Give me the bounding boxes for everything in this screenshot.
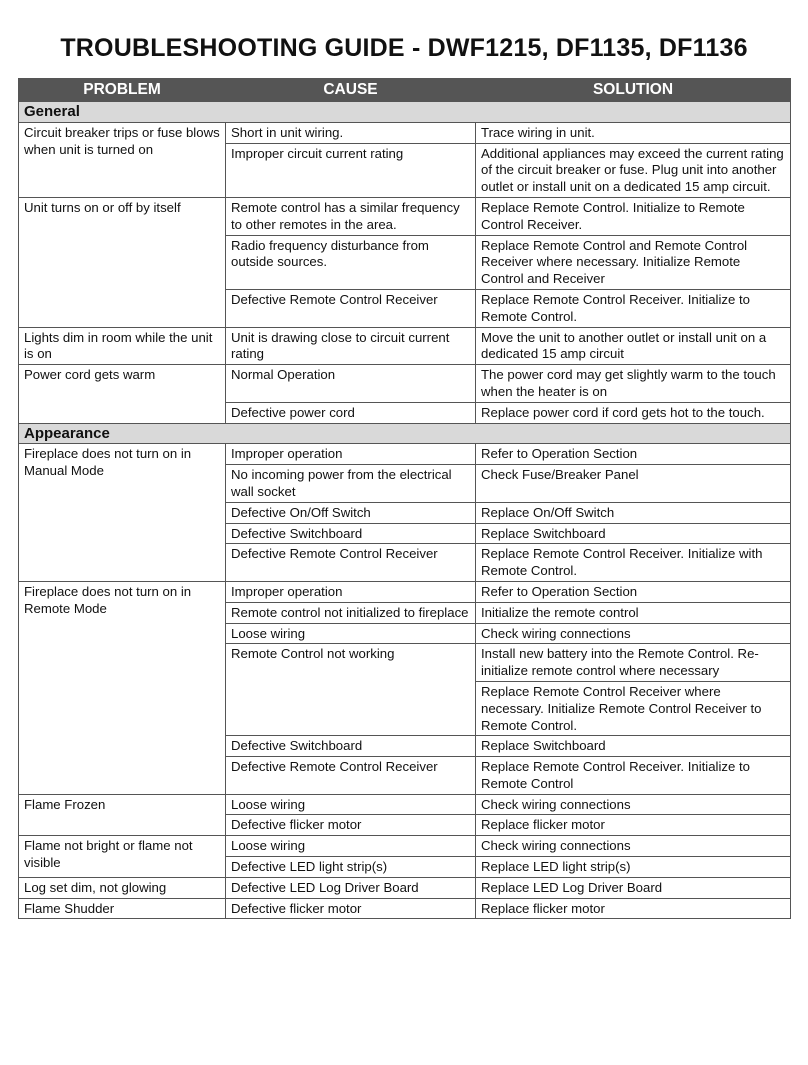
cause-cell: Defective LED light strip(s)	[226, 857, 476, 878]
problem-cell: Log set dim, not glowing	[19, 877, 226, 898]
cause-cell: Defective Switchboard	[226, 523, 476, 544]
cause-cell: Defective flicker motor	[226, 815, 476, 836]
cause-cell: Improper operation	[226, 581, 476, 602]
solution-cell: Move the unit to another outlet or install unit on a dedicated 15 amp circuit	[476, 327, 791, 365]
cause-cell: Defective Switchboard	[226, 736, 476, 757]
problem-cell: Flame Frozen	[19, 794, 226, 836]
table-row	[19, 122, 791, 143]
cause-cell: Short in unit wiring.	[226, 122, 476, 143]
solution-cell: Check wiring connections	[476, 794, 791, 815]
cause-cell: Loose wiring	[226, 623, 476, 644]
table-row	[19, 197, 791, 235]
cause-cell: Defective LED Log Driver Board	[226, 877, 476, 898]
cause-cell: Normal Operation	[226, 365, 476, 403]
problem-cell: Fireplace does not turn on in Remote Mode	[19, 581, 226, 794]
solution-cell: Refer to Operation Section	[476, 581, 791, 602]
problem-cell: Circuit breaker trips or fuse blows when unit is turned on	[19, 122, 226, 197]
solution-cell: Replace Remote Control Receiver. Initialize to Remote Control	[476, 757, 791, 795]
cause-cell: Remote control not initialized to fireplace	[226, 602, 476, 623]
cause-cell: Defective power cord	[226, 402, 476, 423]
solution-cell: Replace flicker motor	[476, 815, 791, 836]
cause-cell: Loose wiring	[226, 836, 476, 857]
problem-cell: Lights dim in room while the unit is on	[19, 327, 226, 365]
cause-cell: Unit is drawing close to circuit current rating	[226, 327, 476, 365]
header-problem: PROBLEM	[19, 79, 226, 102]
solution-cell: Replace Switchboard	[476, 736, 791, 757]
cause-cell: Defective Remote Control Receiver	[226, 544, 476, 582]
cause-cell: Remote control has a similar frequency to other remotes in the area.	[226, 197, 476, 235]
solution-cell: Check wiring connections	[476, 836, 791, 857]
solution-cell: Replace Remote Control and Remote Control Receiver where necessary. Initialize Remote Control and Receiver	[476, 235, 791, 289]
solution-cell: Initialize the remote control	[476, 602, 791, 623]
cause-cell: Remote Control not working	[226, 644, 476, 736]
solution-cell: Replace Remote Control. Initialize to Remote Control Receiver.	[476, 197, 791, 235]
cause-cell: Defective Remote Control Receiver	[226, 289, 476, 327]
troubleshooting-table	[18, 78, 791, 919]
solution-cell: Check Fuse/Breaker Panel	[476, 465, 791, 503]
solution-cell: Replace Switchboard	[476, 523, 791, 544]
table-row	[19, 581, 791, 602]
cause-cell: Defective flicker motor	[226, 898, 476, 919]
table-row	[19, 365, 791, 403]
header-solution: SOLUTION	[476, 79, 791, 102]
solution-cell: Replace power cord if cord gets hot to the touch.	[476, 402, 791, 423]
cause-cell: Improper operation	[226, 444, 476, 465]
cause-cell: Defective Remote Control Receiver	[226, 757, 476, 795]
section-general-label: General	[19, 102, 791, 123]
table-row	[19, 877, 791, 898]
section-appearance-label: Appearance	[19, 423, 791, 444]
solution-cell: Replace Remote Control Receiver. Initialize with Remote Control.	[476, 544, 791, 582]
table-row	[19, 836, 791, 857]
solution-cell: The power cord may get slightly warm to the touch when the heater is on	[476, 365, 791, 403]
header-row	[19, 79, 791, 102]
solution-cell: Additional appliances may exceed the current rating of the circuit breaker or fuse. Plug unit into another outlet or install unit on a dedicated 15 amp circuit.	[476, 143, 791, 197]
solution-cell: Install new battery into the Remote Control. Re-initialize remote control where necessary	[476, 644, 791, 682]
cause-cell: Improper circuit current rating	[226, 143, 476, 197]
solution-cell: Refer to Operation Section	[476, 444, 791, 465]
problem-cell: Flame not bright or flame not visible	[19, 836, 226, 878]
section-general	[19, 102, 791, 123]
table-row	[19, 327, 791, 365]
solution-cell: Replace On/Off Switch	[476, 502, 791, 523]
solution-cell: Check wiring connections	[476, 623, 791, 644]
solution-cell: Replace LED light strip(s)	[476, 857, 791, 878]
problem-cell: Unit turns on or off by itself	[19, 197, 226, 327]
header-cause: CAUSE	[226, 79, 476, 102]
problem-cell: Power cord gets warm	[19, 365, 226, 423]
cause-cell: Radio frequency disturbance from outside sources.	[226, 235, 476, 289]
section-appearance	[19, 423, 791, 444]
solution-cell: Replace flicker motor	[476, 898, 791, 919]
solution-cell: Trace wiring in unit.	[476, 122, 791, 143]
solution-cell: Replace LED Log Driver Board	[476, 877, 791, 898]
cause-cell: Defective On/Off Switch	[226, 502, 476, 523]
problem-cell: Flame Shudder	[19, 898, 226, 919]
cause-cell: No incoming power from the electrical wall socket	[226, 465, 476, 503]
solution-cell: Replace Remote Control Receiver where necessary. Initialize Remote Control Receiver to Remote Control.	[476, 681, 791, 735]
table-row	[19, 444, 791, 465]
table-row	[19, 794, 791, 815]
problem-cell: Fireplace does not turn on in Manual Mode	[19, 444, 226, 582]
table-row	[19, 898, 791, 919]
cause-cell: Loose wiring	[226, 794, 476, 815]
solution-cell: Replace Remote Control Receiver. Initialize to Remote Control.	[476, 289, 791, 327]
page-title: TROUBLESHOOTING GUIDE - DWF1215, DF1135, DF1136	[60, 34, 748, 62]
